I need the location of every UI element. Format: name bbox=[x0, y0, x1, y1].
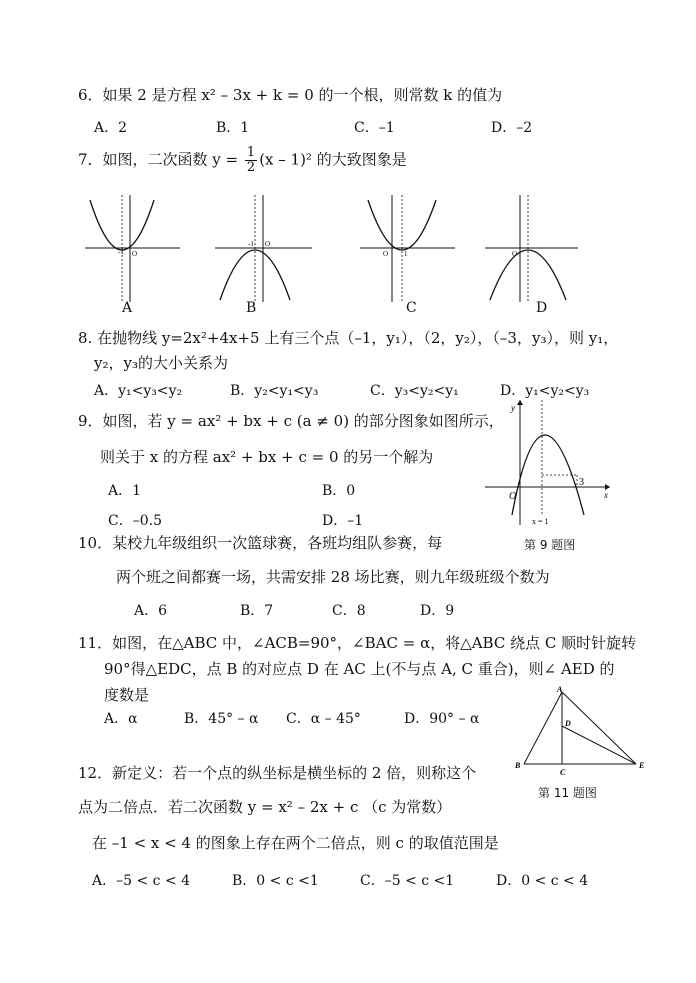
q12-option-b: B．0 < c <1 bbox=[232, 873, 319, 889]
q8-option-a: A．y₁<y₃<y₂ bbox=[94, 383, 183, 399]
q10-line2: 两个班之间都赛一场，共需安排 28 场比赛，则九年级班级个数为 bbox=[116, 568, 550, 586]
q8-line2: y₂，y₃的大小关系为 bbox=[94, 354, 228, 372]
svg-text:O: O bbox=[512, 250, 518, 258]
q10-option-d: D．9 bbox=[420, 603, 455, 619]
q12-option-c: C．–5 < c <1 bbox=[360, 873, 455, 889]
q10-option-a: A．6 bbox=[134, 603, 168, 619]
q9-line2: 则关于 x 的方程 ax² + bx + c = 0 的另一个解为 bbox=[100, 448, 434, 466]
q10-option-c: C．8 bbox=[332, 603, 366, 619]
q11-line2: 90°得△EDC，点 B 的对应点 D 在 AC 上(不与点 A, C 重合)，则∠ AED 的 bbox=[104, 660, 615, 678]
q9-caption: 第 9 题图 bbox=[524, 538, 576, 552]
q7-stem-post: (x – 1)² 的大致图象是 bbox=[259, 150, 407, 169]
q11-caption: 第 11 题图 bbox=[538, 786, 597, 800]
q9-option-a: A．1 bbox=[108, 483, 142, 499]
q9-option-d: D．–1 bbox=[322, 513, 364, 529]
svg-text:O: O bbox=[265, 240, 271, 248]
q8-line1: 8. 在抛物线 y=2x²+4x+5 上有三个点（–1，y₁），（2，y₂），（–3，y₃），则 y₁， bbox=[78, 329, 619, 347]
q9-fig-origin: O bbox=[509, 491, 517, 502]
q12-line2: 点为二倍点．若二次函数 y = x² – 2x + c （c 为常数） bbox=[78, 798, 452, 816]
q9-fig-ylabel: y bbox=[511, 403, 515, 413]
q11-option-c: C．α – 45° bbox=[286, 711, 361, 727]
q6-option-b: B．1 bbox=[216, 120, 250, 136]
q9-figure bbox=[480, 395, 615, 530]
q11-option-b: B．45° – α bbox=[184, 711, 259, 727]
q11-line1: 11．如图，在△ABC 中，∠ACB=90°，∠BAC = α，将△ABC 绕点 C 顺时针旋转 bbox=[78, 634, 637, 652]
graph-b bbox=[215, 195, 312, 302]
q7-stem bbox=[78, 146, 407, 175]
q8-option-c: C．y₃<y₂<y₁ bbox=[370, 383, 459, 399]
q12-line3: 在 –1 < x < 4 的图象上存在两个二倍点，则 c 的取值范围是 bbox=[92, 834, 499, 852]
svg-text:1: 1 bbox=[404, 250, 408, 258]
q7-stem-pre: 7．如图，二次函数 y = bbox=[78, 150, 243, 169]
graph-c bbox=[360, 195, 455, 302]
graph-a bbox=[85, 195, 180, 302]
q9-fig-root: 3 bbox=[579, 477, 584, 488]
q6-option-d: D．–2 bbox=[491, 120, 533, 136]
graph-c-label: C bbox=[406, 300, 417, 316]
q11-line3: 度数是 bbox=[104, 686, 150, 704]
q11-fig-a: A bbox=[557, 685, 563, 694]
q11-figure bbox=[508, 684, 668, 784]
q11-option-a: A．α bbox=[104, 711, 138, 727]
q11-option-d: D．90° – α bbox=[404, 711, 480, 727]
q9-fig-axis: x = 1 bbox=[532, 517, 549, 526]
q12-option-a: A．–5 < c < 4 bbox=[92, 873, 191, 889]
graph-a-label: A bbox=[122, 300, 133, 316]
q11-fig-b: B bbox=[515, 761, 521, 770]
svg-text:O: O bbox=[132, 250, 138, 258]
q11-fig-e: E bbox=[639, 761, 645, 770]
graph-b-label: B bbox=[246, 300, 257, 316]
q6-option-c: C．–1 bbox=[354, 120, 395, 136]
q10-line1: 10．某校九年级组织一次篮球赛，各班均组队参赛，每 bbox=[78, 534, 443, 552]
q9-option-b: B．0 bbox=[322, 483, 356, 499]
q8-option-b: B．y₂<y₁<y₃ bbox=[230, 383, 319, 399]
q11-fig-c: C bbox=[560, 768, 566, 777]
q10-option-b: B．7 bbox=[240, 603, 274, 619]
q6-stem: 6．如果 2 是方程 x² – 3x + k = 0 的一个根，则常数 k 的值为 bbox=[78, 86, 503, 104]
q7-graphs bbox=[80, 190, 580, 305]
q7-fraction bbox=[245, 146, 257, 175]
svg-text:-1: -1 bbox=[118, 248, 124, 256]
graph-d-label: D bbox=[536, 300, 548, 316]
q6-option-a: A．2 bbox=[94, 120, 128, 136]
svg-text:-1: -1 bbox=[248, 240, 254, 248]
q8-option-d: D．y₁<y₂<y₃ bbox=[500, 383, 590, 399]
q9-line1: 9．如图，若 y = ax² + bx + c (a ≠ 0) 的部分图象如图所示， bbox=[78, 412, 504, 430]
q12-option-d: D．0 < c < 4 bbox=[496, 873, 589, 889]
q9-fig-xlabel: x bbox=[604, 490, 608, 500]
svg-text:O: O bbox=[383, 250, 389, 258]
q12-line1: 12．新定义：若一个点的纵坐标是横坐标的 2 倍，则称这个 bbox=[78, 764, 477, 782]
q11-fig-d: D bbox=[565, 719, 571, 728]
q9-option-c: C．–0.5 bbox=[108, 513, 162, 529]
graph-d bbox=[485, 195, 578, 302]
q7-frac-num: 1 bbox=[246, 145, 256, 160]
q7-frac-den: 2 bbox=[246, 160, 256, 175]
